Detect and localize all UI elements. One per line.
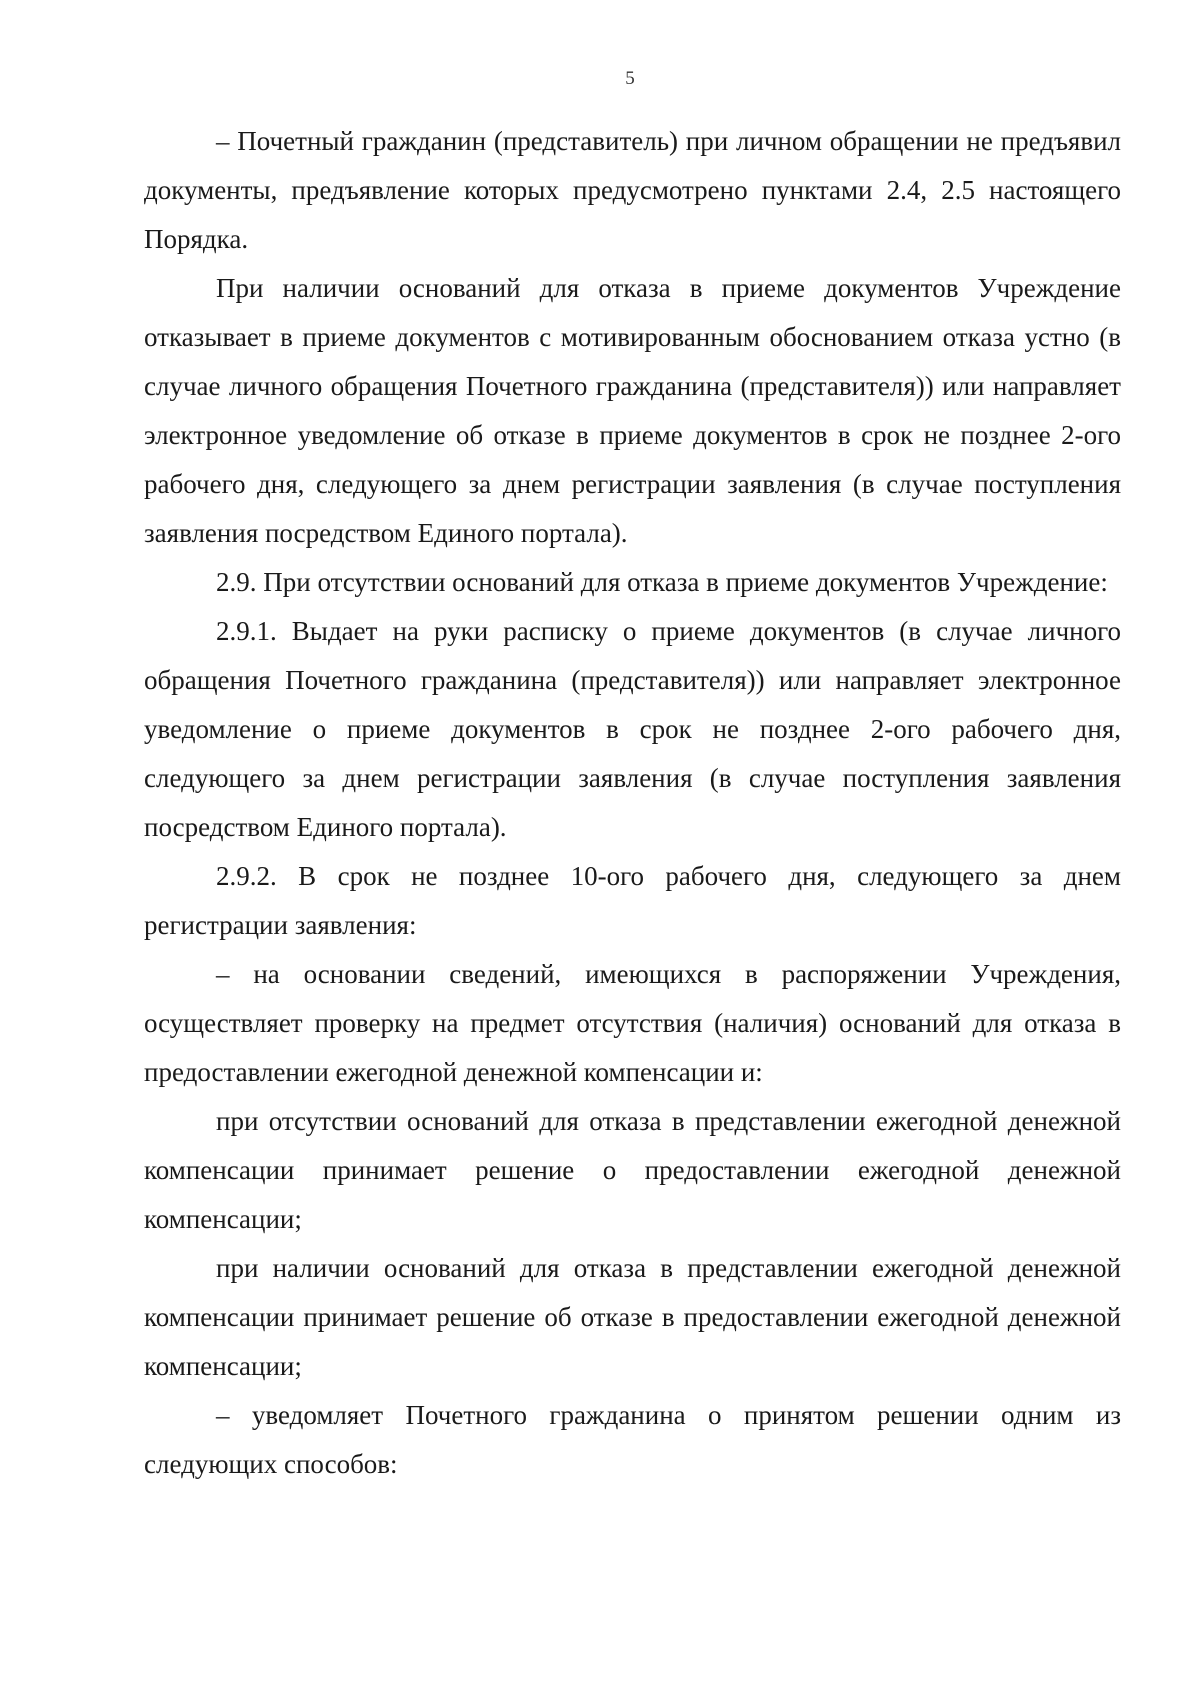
paragraph-refusal-reason: – Почетный гражданин (представитель) при личном обращении не предъявил документы, предъявление которых предусмотрено пунктами 2.4, 2.5 настоящего Порядка. <box>144 126 1121 254</box>
paragraph-decision-grant: при отсутствии оснований для отказа в представлении ежегодной денежной компенсации принимает решение о предоставлении ежегодной денежной компенсации; <box>144 1106 1121 1234</box>
paragraph-decision-refusal: при наличии оснований для отказа в представлении ежегодной денежной компенсации принимает решение об отказе в предоставлении ежегодной денежной компенсации; <box>144 1253 1121 1381</box>
paragraph-refusal-procedure: При наличии оснований для отказа в приеме документов Учреждение отказывает в приеме документов с мотивированным обоснованием отказа устно (в случае личного обращения Почетного гражданина (представителя)) или направляет электронное уведомление об отказе в приеме документов в срок не позднее 2-ого рабочего дня, следующего за днем регистрации заявления (в случае поступления заявления посредством Единого портала). <box>144 273 1121 548</box>
paragraph-2-9-1: 2.9.1. Выдает на руки расписку о приеме документов (в случае личного обращения Почетного гражданина (представителя)) или направляет электронное уведомление о приеме документов в срок не позднее 2-ого рабочего дня, следующего за днем регистрации заявления (в случае поступления заявления посредством Единого портала). <box>144 616 1121 842</box>
paragraph-notification: – уведомляет Почетного гражданина о принятом решении одним из следующих способов: <box>144 1400 1121 1479</box>
paragraph-2-9: 2.9. При отсутствии оснований для отказа в приеме документов Учреждение: <box>216 567 1108 597</box>
paragraph-verification: – на основании сведений, имеющихся в распоряжении Учреждения, осуществляет проверку на предмет отсутствия (наличия) оснований для отказа в предоставлении ежегодной денежной компенсации и: <box>144 959 1121 1087</box>
page-number: 5 <box>625 68 635 89</box>
paragraph-2-9-2: 2.9.2. В срок не позднее 10-ого рабочего дня, следующего за днем регистрации заявления: <box>144 861 1121 940</box>
document-body <box>144 117 1121 1489</box>
